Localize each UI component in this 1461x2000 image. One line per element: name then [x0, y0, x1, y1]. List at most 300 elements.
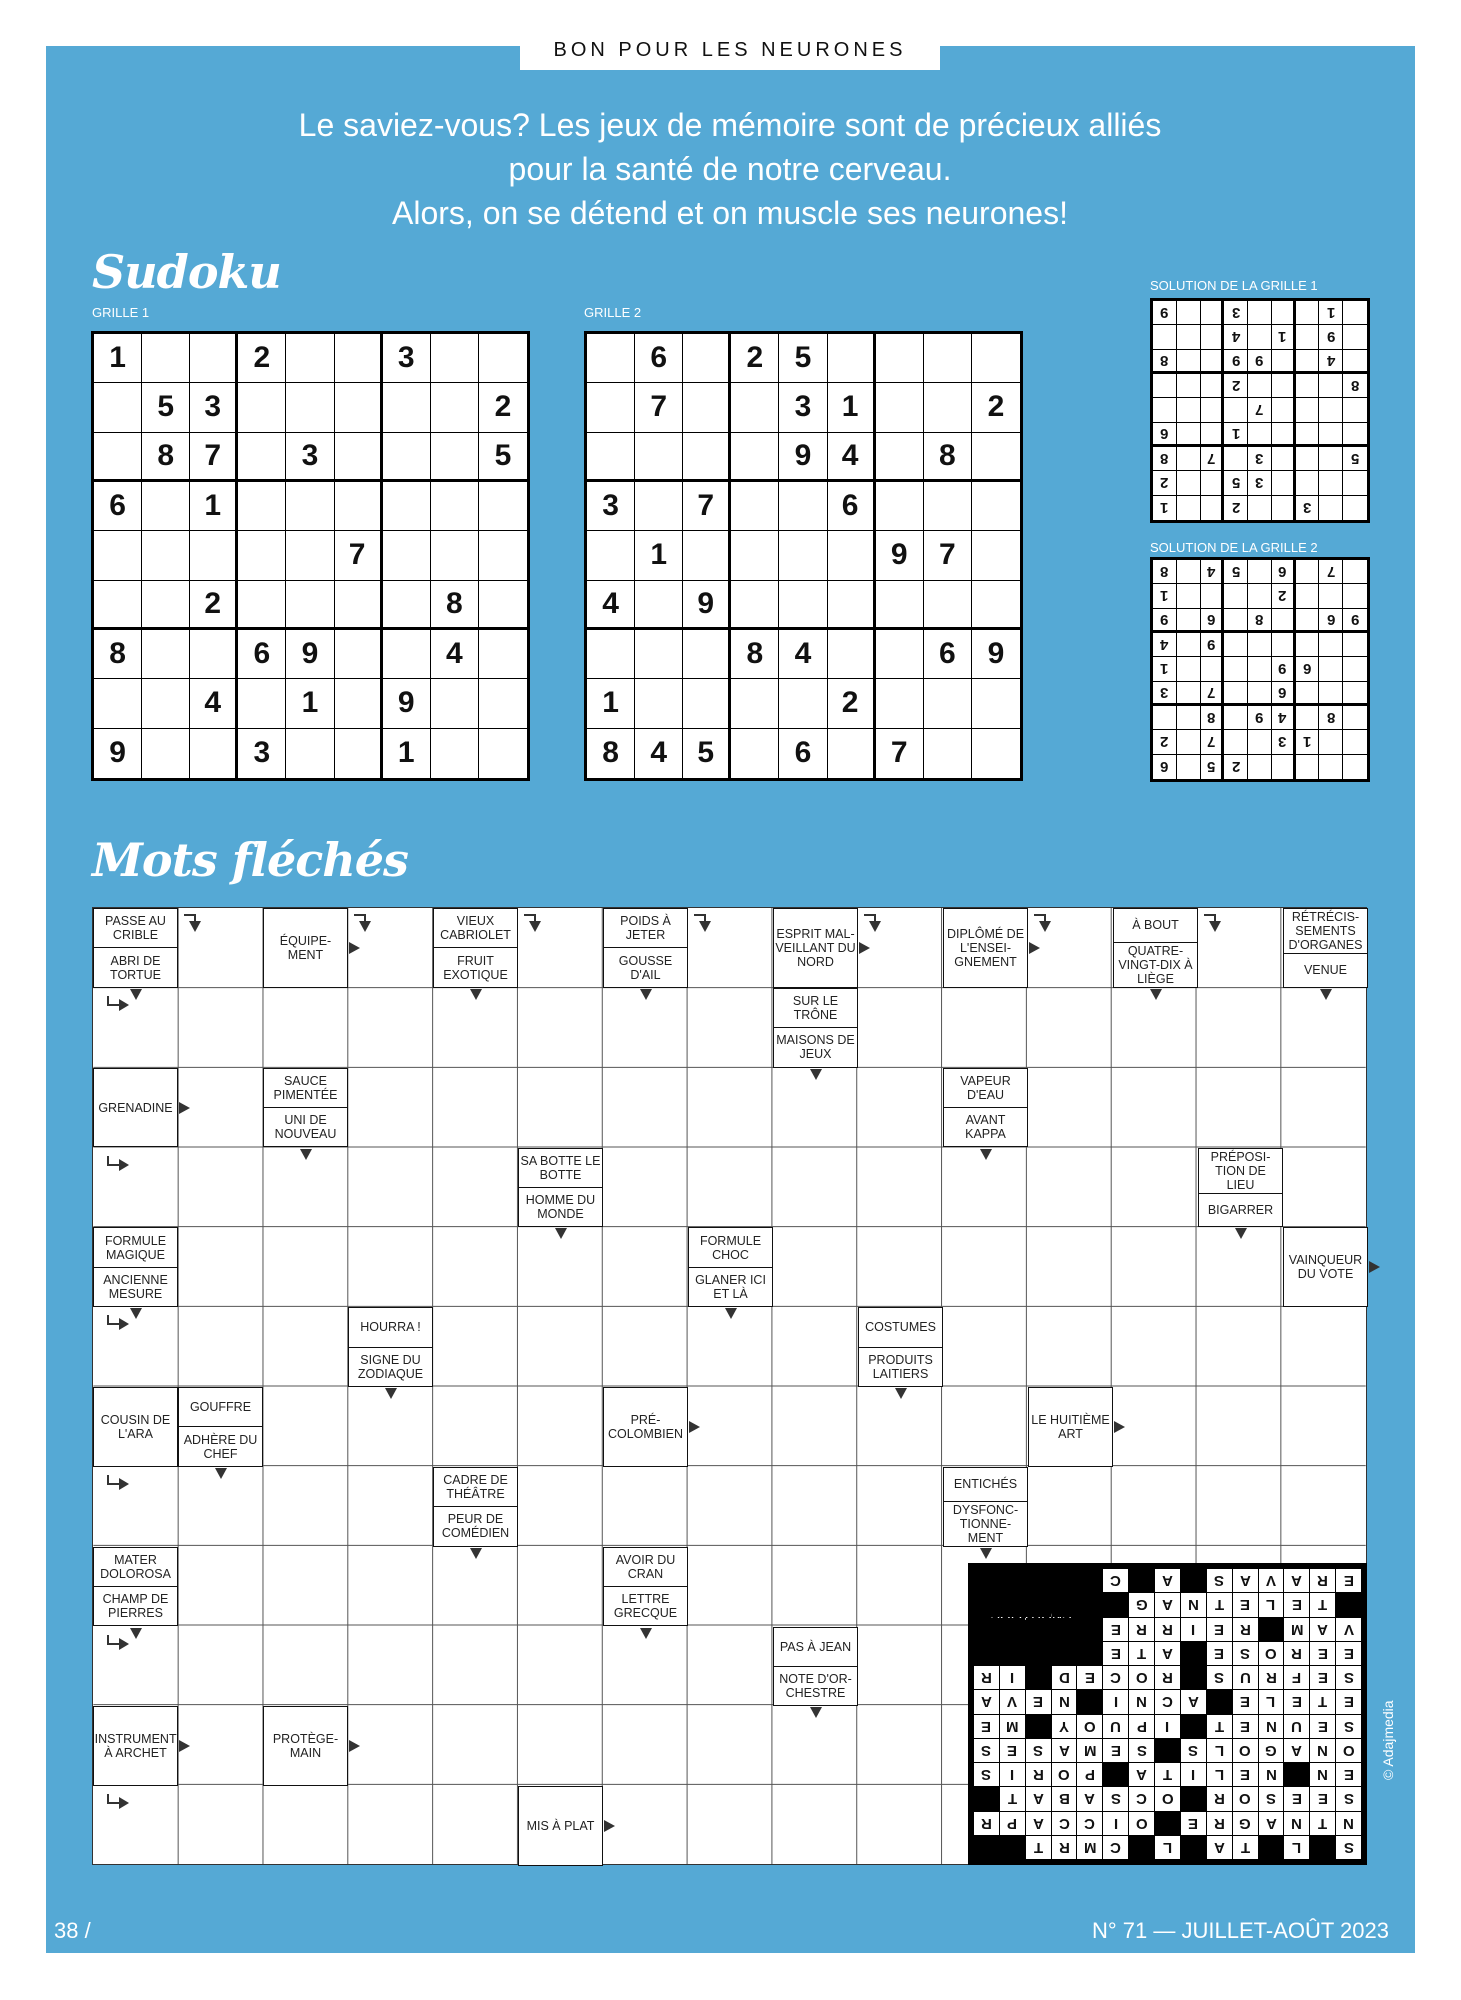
- solution-letter: [1336, 1739, 1361, 1762]
- sudoku-cell[interactable]: 6: [94, 482, 142, 531]
- sudoku-cell[interactable]: [335, 482, 383, 531]
- sudoku-cell[interactable]: 4: [635, 729, 683, 778]
- black-cell: [1155, 1739, 1180, 1762]
- letter: V: [1265, 1572, 1276, 1590]
- sudoku-cell[interactable]: [924, 581, 972, 630]
- cell-digit: 1: [1160, 499, 1169, 517]
- grid1-label: GRILLE 1: [92, 305, 150, 320]
- sudoku-cell[interactable]: 6: [828, 482, 876, 531]
- sudoku-cell[interactable]: [587, 334, 635, 383]
- sudoku-cell[interactable]: [142, 581, 190, 630]
- cell-digit: 8: [1160, 563, 1169, 581]
- sudoku-cell[interactable]: 4: [190, 679, 238, 728]
- sudoku-cell[interactable]: 2: [828, 679, 876, 728]
- sudoku-cell[interactable]: [479, 679, 527, 728]
- sudoku-cell: [1224, 609, 1248, 633]
- bent-down-arrow-icon: [1034, 914, 1054, 934]
- letter: U: [1239, 1669, 1251, 1687]
- sudoku-cell: [1343, 609, 1367, 633]
- sudoku-cell[interactable]: [431, 334, 479, 383]
- sudoku-cell[interactable]: 2: [972, 383, 1020, 432]
- solutions-grid: [974, 1569, 1361, 1859]
- sudoku-cell[interactable]: 1: [587, 679, 635, 728]
- sudoku-cell[interactable]: 8: [587, 729, 635, 778]
- sudoku-cell: [1177, 350, 1201, 374]
- sudoku-cell[interactable]: 3: [286, 433, 334, 482]
- clue-text: MIS À PLAT: [526, 1819, 595, 1834]
- sudoku-cell[interactable]: 6: [779, 729, 827, 778]
- sudoku-cell[interactable]: [238, 383, 286, 432]
- clue-cell: [93, 1547, 178, 1627]
- sudoku-cell[interactable]: 8: [94, 630, 142, 679]
- sudoku-cell[interactable]: [779, 482, 827, 531]
- sudoku-cell[interactable]: 6: [924, 630, 972, 679]
- letter: R: [1265, 1669, 1277, 1687]
- letter: O: [1342, 1741, 1355, 1759]
- sudoku-cell[interactable]: 8: [731, 630, 779, 679]
- sudoku-cell[interactable]: [683, 630, 731, 679]
- sudoku-cell: [1272, 657, 1296, 681]
- sudoku-cell[interactable]: [479, 630, 527, 679]
- sudoku-cell: [1319, 471, 1343, 495]
- sudoku-cell[interactable]: [972, 679, 1020, 728]
- sudoku-cell[interactable]: 3: [383, 334, 431, 383]
- solution-letter: [1336, 1618, 1361, 1641]
- sudoku-cell[interactable]: 4: [828, 433, 876, 482]
- solution-letter: [1233, 1593, 1258, 1616]
- sudoku-cell[interactable]: [190, 630, 238, 679]
- sudoku-cell[interactable]: [924, 729, 972, 778]
- sudoku-cell[interactable]: [286, 531, 334, 580]
- sudoku-cell: [1201, 423, 1225, 447]
- sudoku-cell[interactable]: [286, 482, 334, 531]
- sudoku-cell: [1272, 584, 1296, 608]
- sudoku-cell: [1224, 496, 1248, 520]
- sudoku-cell[interactable]: [587, 630, 635, 679]
- sudoku-cell: [1319, 682, 1343, 706]
- clue-text: SAUCE PIMENTÉE: [273, 1073, 338, 1102]
- sudoku-cell[interactable]: [142, 729, 190, 778]
- sudoku-cell[interactable]: 1: [828, 383, 876, 432]
- cell-digit: 2: [1231, 377, 1240, 395]
- sudoku-cell[interactable]: [286, 334, 334, 383]
- sudoku-cell[interactable]: [94, 433, 142, 482]
- letter: I: [1191, 1766, 1196, 1784]
- sudoku-cell[interactable]: [876, 383, 924, 432]
- sudoku-cell[interactable]: [190, 531, 238, 580]
- solution-letter: [1284, 1690, 1309, 1713]
- sudoku-cell: [1343, 755, 1367, 779]
- sudoku-cell[interactable]: [876, 581, 924, 630]
- sudoku-cell[interactable]: [587, 531, 635, 580]
- cell-digit: 7: [1255, 401, 1264, 419]
- letter: E: [1317, 1644, 1328, 1662]
- sudoku-cell[interactable]: [383, 383, 431, 432]
- sudoku-cell[interactable]: [94, 531, 142, 580]
- sudoku-cell[interactable]: 8: [431, 581, 479, 630]
- sudoku-cell[interactable]: [924, 334, 972, 383]
- clue-cell: [93, 1387, 178, 1467]
- clue-cell: [1198, 1148, 1283, 1228]
- sudoku-cell[interactable]: [876, 482, 924, 531]
- sudoku-cell[interactable]: 9: [876, 531, 924, 580]
- solution-letter: [1129, 1618, 1154, 1641]
- sudoku-cell[interactable]: [190, 729, 238, 778]
- sudoku-cell[interactable]: [238, 433, 286, 482]
- black-cell: [1026, 1715, 1051, 1738]
- solution-letter: [1207, 1812, 1232, 1835]
- sudoku-cell[interactable]: [142, 531, 190, 580]
- solution-letter: [1129, 1666, 1154, 1689]
- letter: I: [1113, 1693, 1118, 1711]
- solution-letter: [1129, 1593, 1154, 1616]
- sudoku-cell[interactable]: [635, 679, 683, 728]
- sudoku-cell[interactable]: [238, 679, 286, 728]
- solution-letter: [1310, 1812, 1335, 1835]
- sudoku-cell[interactable]: [683, 679, 731, 728]
- sudoku-cell: [1272, 374, 1296, 398]
- sudoku-cell[interactable]: 6: [635, 334, 683, 383]
- sudoku-cell[interactable]: 4: [431, 630, 479, 679]
- sudoku-cell[interactable]: [335, 729, 383, 778]
- solution-letter: [974, 1666, 999, 1689]
- sudoku-cell[interactable]: [635, 482, 683, 531]
- sudoku-cell[interactable]: [731, 679, 779, 728]
- solution-letter: [1052, 1690, 1077, 1713]
- sudoku-cell[interactable]: [779, 531, 827, 580]
- clue-cell: [518, 1148, 603, 1228]
- sudoku-cell[interactable]: 7: [683, 482, 731, 531]
- sudoku-cell[interactable]: [383, 531, 431, 580]
- sudoku-cell[interactable]: [683, 531, 731, 580]
- sudoku-cell[interactable]: 7: [335, 531, 383, 580]
- sudoku-cell[interactable]: [286, 581, 334, 630]
- clue-cell: [93, 1706, 178, 1786]
- solution-letter: [1233, 1787, 1258, 1810]
- sudoku-cell[interactable]: [828, 729, 876, 778]
- sudoku-cell: [1224, 447, 1248, 471]
- sudoku-cell[interactable]: [383, 581, 431, 630]
- sudoku-cell[interactable]: [972, 334, 1020, 383]
- sudoku-cell[interactable]: 1: [383, 729, 431, 778]
- black-cell: [1181, 1715, 1206, 1738]
- sudoku-cell[interactable]: 2: [238, 334, 286, 383]
- letter: E: [1033, 1693, 1044, 1711]
- sudoku-cell[interactable]: [972, 482, 1020, 531]
- solution-letter: [1310, 1666, 1335, 1689]
- sudoku-cell[interactable]: 5: [683, 729, 731, 778]
- sudoku-cell[interactable]: [479, 482, 527, 531]
- letter: E: [1240, 1766, 1251, 1784]
- solution-letter: [1155, 1763, 1180, 1786]
- cell-digit: 1: [1160, 660, 1169, 678]
- sudoku-cell[interactable]: [731, 433, 779, 482]
- sudoku-cell[interactable]: [335, 334, 383, 383]
- sudoku-cell[interactable]: [238, 581, 286, 630]
- clue-text: QUATRE-VINGT-DIX À LIÈGE: [1114, 942, 1197, 987]
- sudoku-cell[interactable]: 7: [924, 531, 972, 580]
- solution-letter: [1310, 1787, 1335, 1810]
- black-cell: [1129, 1836, 1154, 1859]
- sudoku-cell[interactable]: [479, 729, 527, 778]
- letter: T: [1318, 1814, 1328, 1832]
- sudoku-cell[interactable]: [431, 433, 479, 482]
- sudoku-cell[interactable]: [876, 679, 924, 728]
- solution-letter: [1026, 1763, 1051, 1786]
- solution-letter: [1077, 1812, 1102, 1835]
- sudoku-cell[interactable]: [383, 433, 431, 482]
- letter: E: [981, 1717, 992, 1735]
- sudoku-cell[interactable]: [635, 630, 683, 679]
- sudoku-cell[interactable]: [479, 531, 527, 580]
- sudoku-cell[interactable]: [731, 531, 779, 580]
- bent-arrow-icon: [107, 1475, 121, 1489]
- sudoku-cell: [1296, 682, 1320, 706]
- sudoku-cell[interactable]: [142, 482, 190, 531]
- sudoku-cell: [1319, 706, 1343, 730]
- sudoku-cell[interactable]: [94, 383, 142, 432]
- letter: E: [1188, 1814, 1199, 1832]
- solution-letter: [1233, 1642, 1258, 1665]
- sudoku-cell[interactable]: [924, 383, 972, 432]
- sudoku-cell[interactable]: 4: [779, 630, 827, 679]
- cell-digit: 5: [1231, 563, 1240, 581]
- sudoku-cell[interactable]: [238, 482, 286, 531]
- letter: E: [1240, 1596, 1251, 1614]
- sudoku-cell[interactable]: 3: [190, 383, 238, 432]
- cell-digit: 9: [1255, 351, 1264, 369]
- sudoku-cell[interactable]: [731, 383, 779, 432]
- arrow-down-icon: [725, 1308, 737, 1319]
- sudoku-cell[interactable]: 1: [190, 482, 238, 531]
- arrow-down-icon: [640, 1628, 652, 1639]
- sudoku-cell: [1248, 657, 1272, 681]
- sudoku-cell[interactable]: 7: [635, 383, 683, 432]
- sudoku-cell[interactable]: 2: [190, 581, 238, 630]
- sudoku-cell: [1272, 560, 1296, 584]
- sudoku-cell[interactable]: [142, 630, 190, 679]
- solution-letter: [1052, 1787, 1077, 1810]
- sudoku-cell[interactable]: [142, 679, 190, 728]
- sudoku-cell: [1153, 657, 1177, 681]
- solutions-label-area: [1026, 1593, 1051, 1616]
- sudoku-cell[interactable]: [972, 531, 1020, 580]
- solution-letter: [1336, 1763, 1361, 1786]
- photo-credit: © Adajmedia: [1380, 1700, 1396, 1780]
- letter: E: [1110, 1620, 1121, 1638]
- sudoku-cell[interactable]: 7: [876, 729, 924, 778]
- sudoku-cell[interactable]: 1: [94, 334, 142, 383]
- cell-digit: 8: [1160, 450, 1169, 468]
- solution-letter: [1284, 1569, 1309, 1592]
- solutions-label-area: [974, 1642, 999, 1665]
- sudoku-cell: [1153, 609, 1177, 633]
- clue-cell: [93, 908, 178, 988]
- sudoku-cell[interactable]: [731, 482, 779, 531]
- sudoku-cell[interactable]: [683, 433, 731, 482]
- sudoku-cell[interactable]: [587, 433, 635, 482]
- sudoku-cell[interactable]: [479, 581, 527, 630]
- clue-text: HOMME DU MONDE: [519, 1187, 602, 1226]
- sudoku-cell: [1248, 609, 1272, 633]
- sudoku-cell[interactable]: 7: [190, 433, 238, 482]
- sudoku-cell[interactable]: [876, 630, 924, 679]
- solution-letter: [1000, 1787, 1025, 1810]
- black-cell: [1284, 1763, 1309, 1786]
- sudoku-cell: [1224, 657, 1248, 681]
- solution-letter: [1181, 1593, 1206, 1616]
- sudoku-cell: [1296, 633, 1320, 657]
- clue-text: FORMULE MAGIQUE: [104, 1233, 167, 1262]
- sudoku-cell[interactable]: 5: [779, 334, 827, 383]
- letter: E: [1291, 1693, 1302, 1711]
- letter: G: [1135, 1596, 1148, 1614]
- cell-digit: 3: [1255, 450, 1264, 468]
- sudoku-cell: [1343, 560, 1367, 584]
- letter: S: [1214, 1572, 1225, 1590]
- sudoku-cell[interactable]: [828, 630, 876, 679]
- sudoku-cell[interactable]: 9: [94, 729, 142, 778]
- sudoku-cell[interactable]: 9: [683, 581, 731, 630]
- sudoku-cell[interactable]: [779, 581, 827, 630]
- sudoku-cell[interactable]: [972, 581, 1020, 630]
- sudoku-cell[interactable]: [479, 334, 527, 383]
- sudoku-cell[interactable]: [924, 482, 972, 531]
- sudoku-cell[interactable]: 9: [972, 630, 1020, 679]
- arrow-down-icon: [640, 989, 652, 1000]
- solution-letter: [974, 1690, 999, 1713]
- solution-letter: [1181, 1739, 1206, 1762]
- sudoku-cell[interactable]: 8: [142, 433, 190, 482]
- sudoku-cell[interactable]: 9: [286, 630, 334, 679]
- clue-cell: [178, 1387, 263, 1467]
- sudoku-cell[interactable]: [335, 383, 383, 432]
- sudoku-cell[interactable]: 9: [779, 433, 827, 482]
- sudoku-cell[interactable]: [431, 482, 479, 531]
- arrow-down-icon: [895, 1388, 907, 1399]
- sudoku-cell[interactable]: 4: [587, 581, 635, 630]
- clue-text: GOUFFRE: [189, 1400, 252, 1415]
- sudoku-cell[interactable]: [924, 679, 972, 728]
- clue-cell: [773, 988, 858, 1068]
- sudoku-cell[interactable]: [876, 433, 924, 482]
- cell-digit: 9: [1278, 660, 1287, 678]
- solution-letter: [1077, 1715, 1102, 1738]
- sudoku-cell[interactable]: [972, 433, 1020, 482]
- sudoku-cell[interactable]: 9: [383, 679, 431, 728]
- solutions-label-area: [1052, 1569, 1077, 1592]
- arrow-right-icon: [179, 1102, 190, 1114]
- clue-cell: [433, 908, 518, 988]
- letter: A: [1213, 1838, 1225, 1856]
- sudoku-cell[interactable]: 2: [479, 383, 527, 432]
- sudoku-cell[interactable]: [683, 334, 731, 383]
- solution-letter: [1233, 1836, 1258, 1859]
- sudoku-cell[interactable]: 8: [924, 433, 972, 482]
- sudoku-cell[interactable]: [190, 334, 238, 383]
- letter: E: [1214, 1620, 1225, 1638]
- sudoku-cell[interactable]: [828, 581, 876, 630]
- solution-letter: [1259, 1787, 1284, 1810]
- sudoku-cell[interactable]: [779, 679, 827, 728]
- cell-digit: 2: [1160, 474, 1169, 492]
- sudoku-cell[interactable]: [238, 531, 286, 580]
- sudoku-cell[interactable]: [828, 334, 876, 383]
- sudoku-cell[interactable]: [431, 383, 479, 432]
- arrow-right-icon: [689, 1421, 700, 1433]
- sudoku-cell[interactable]: 1: [286, 679, 334, 728]
- sudoku-cell[interactable]: [635, 581, 683, 630]
- sudoku-cell[interactable]: [335, 630, 383, 679]
- letter: C: [1110, 1572, 1122, 1590]
- sudoku-cell[interactable]: [828, 531, 876, 580]
- clue-text: FRUIT EXOTIQUE: [434, 947, 517, 986]
- sudoku-cell[interactable]: [876, 334, 924, 383]
- sudoku-cell: [1343, 682, 1367, 706]
- sudoku-grid-2[interactable]: [584, 331, 1023, 781]
- sudoku-cell[interactable]: [731, 729, 779, 778]
- sudoku-cell: [1153, 633, 1177, 657]
- solutions-label-area: [1000, 1593, 1025, 1616]
- sudoku-cell: [1319, 730, 1343, 754]
- sudoku-cell[interactable]: 3: [238, 729, 286, 778]
- sudoku-cell[interactable]: [972, 729, 1020, 778]
- solution-letter: [1103, 1715, 1128, 1738]
- letter: T: [1214, 1717, 1224, 1735]
- solution-letter: [1000, 1812, 1025, 1835]
- sudoku-cell: [1296, 657, 1320, 681]
- sudoku-cell[interactable]: 3: [779, 383, 827, 432]
- bent-down-arrow-icon: [184, 914, 204, 934]
- letter: O: [1084, 1717, 1096, 1735]
- sudoku-cell[interactable]: [286, 383, 334, 432]
- sudoku-cell[interactable]: [335, 581, 383, 630]
- sudoku-cell[interactable]: [683, 383, 731, 432]
- letter: A: [1162, 1572, 1173, 1590]
- sudoku-cell[interactable]: [94, 581, 142, 630]
- solution-letter: [1207, 1715, 1232, 1738]
- sudoku-cell[interactable]: [286, 729, 334, 778]
- sudoku-cell[interactable]: 5: [142, 383, 190, 432]
- sudoku-cell[interactable]: [431, 679, 479, 728]
- sudoku-cell[interactable]: 3: [587, 482, 635, 531]
- sudoku-cell[interactable]: [335, 433, 383, 482]
- sudoku-cell[interactable]: [142, 334, 190, 383]
- intro-line-2: pour la santé de notre cerveau.: [508, 151, 952, 187]
- sudoku-cell[interactable]: [731, 581, 779, 630]
- letter: P: [1136, 1717, 1147, 1735]
- sudoku-cell[interactable]: [635, 433, 683, 482]
- sudoku-cell: [1224, 301, 1248, 325]
- sudoku-cell[interactable]: 6: [238, 630, 286, 679]
- letter: M: [1083, 1838, 1097, 1856]
- sudoku-cell[interactable]: [383, 482, 431, 531]
- sudoku-cell[interactable]: [94, 679, 142, 728]
- sudoku-cell[interactable]: [587, 383, 635, 432]
- sudoku-solution-2: [1150, 557, 1370, 782]
- sudoku-cell[interactable]: 2: [731, 334, 779, 383]
- solutions-box: [968, 1563, 1367, 1865]
- sudoku-cell[interactable]: 1: [635, 531, 683, 580]
- bent-arrow-icon: [107, 996, 121, 1010]
- sudoku-cell[interactable]: [431, 531, 479, 580]
- sudoku-cell[interactable]: [335, 679, 383, 728]
- sudoku-grid-1[interactable]: [91, 331, 530, 781]
- sudoku-cell[interactable]: [383, 630, 431, 679]
- solution-letter: [1052, 1836, 1077, 1859]
- sudoku-cell[interactable]: [431, 729, 479, 778]
- sudoku-cell[interactable]: 5: [479, 433, 527, 482]
